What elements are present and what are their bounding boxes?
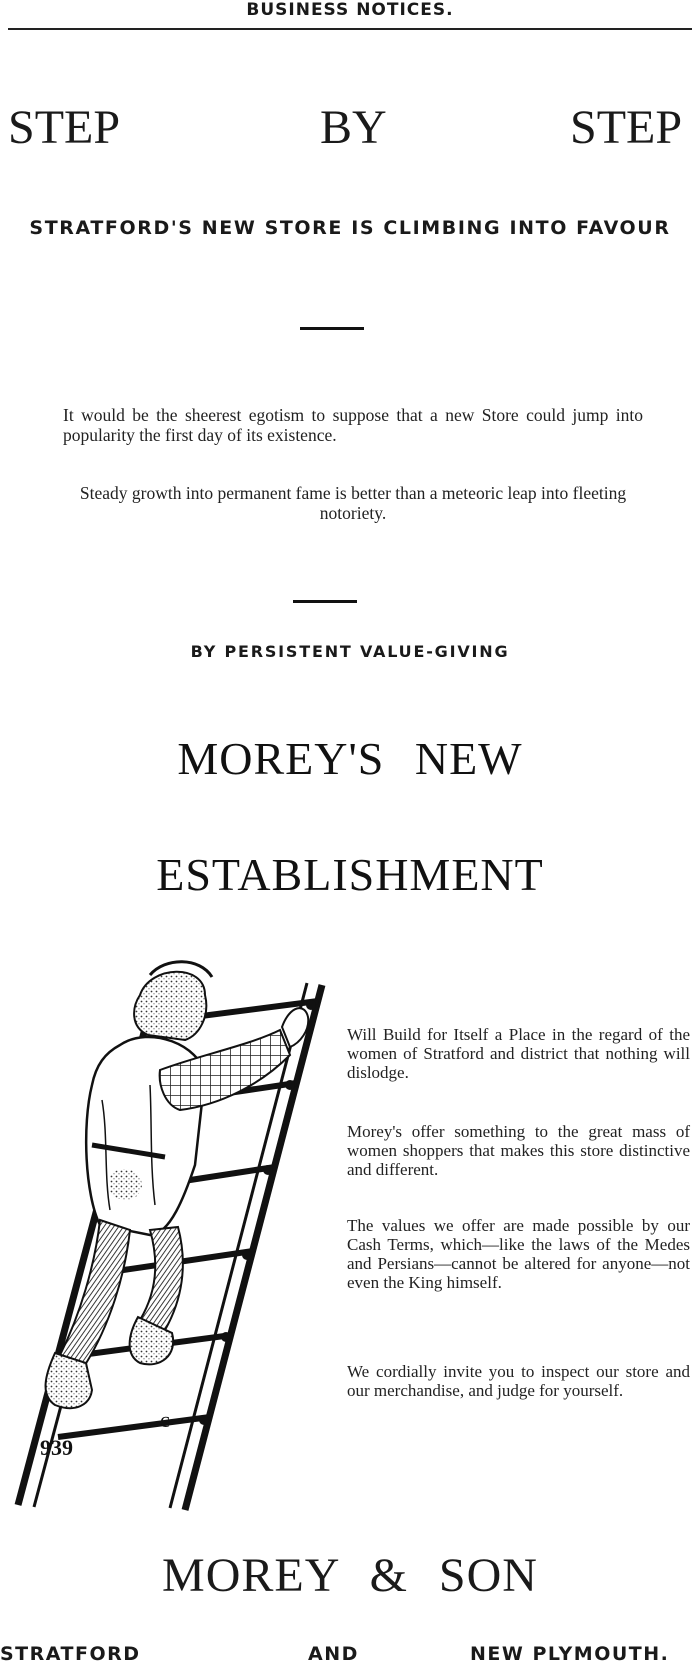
footer-town-stratford: STRATFORD <box>0 1643 141 1665</box>
value-giving-line: BY PERSISTENT VALUE-GIVING <box>190 642 510 661</box>
store-title-line-1: MOREY'S NEW <box>177 733 523 784</box>
section-header: BUSINESS NOTICES. <box>246 0 454 20</box>
intro-paragraph-2: Steady growth into permanent fame is better than a meteoric leap into fleeting notoriety. <box>79 483 627 523</box>
boy-climbing-ladder-illustration <box>0 935 335 1515</box>
plate-number: 939 <box>40 1435 73 1460</box>
svg-text:c: c <box>160 1407 170 1432</box>
subheadline: STRATFORD'S NEW STORE IS CLIMBING INTO FAVOUR <box>29 217 671 239</box>
footer-and: AND <box>308 1643 359 1665</box>
headline-step-left: STEP <box>8 101 121 154</box>
footer-town-new-plymouth: NEW PLYMOUTH. <box>470 1643 670 1665</box>
divider-rule <box>293 600 357 603</box>
headline-step-right: STEP <box>570 101 683 154</box>
body-paragraph-1: Will Build for Itself a Place in the regard of the women of Stratford and district that nothing will dislodge. <box>347 1025 690 1082</box>
store-title-line-2: ESTABLISHMENT <box>156 849 544 900</box>
store-signature: MOREY & SON <box>162 1549 538 1602</box>
body-paragraph-3: The values we offer are made possible by our Cash Terms, which—like the laws of the Medes and Persians—cannot be altered for anyone—not even the King himself. <box>347 1216 690 1292</box>
body-paragraph-4: We cordially invite you to inspect our store and our merchandise, and judge for yourself. <box>347 1362 690 1400</box>
headline-by: BY <box>320 101 387 154</box>
body-paragraph-2: Morey's offer something to the great mass of women shoppers that makes this store distinctive and different. <box>347 1122 690 1179</box>
intro-paragraph-1: It would be the sheerest egotism to suppose that a new Store could jump into popularity the first day of its existence. <box>63 405 643 445</box>
divider-rule <box>300 327 364 330</box>
header-rule <box>8 28 692 30</box>
